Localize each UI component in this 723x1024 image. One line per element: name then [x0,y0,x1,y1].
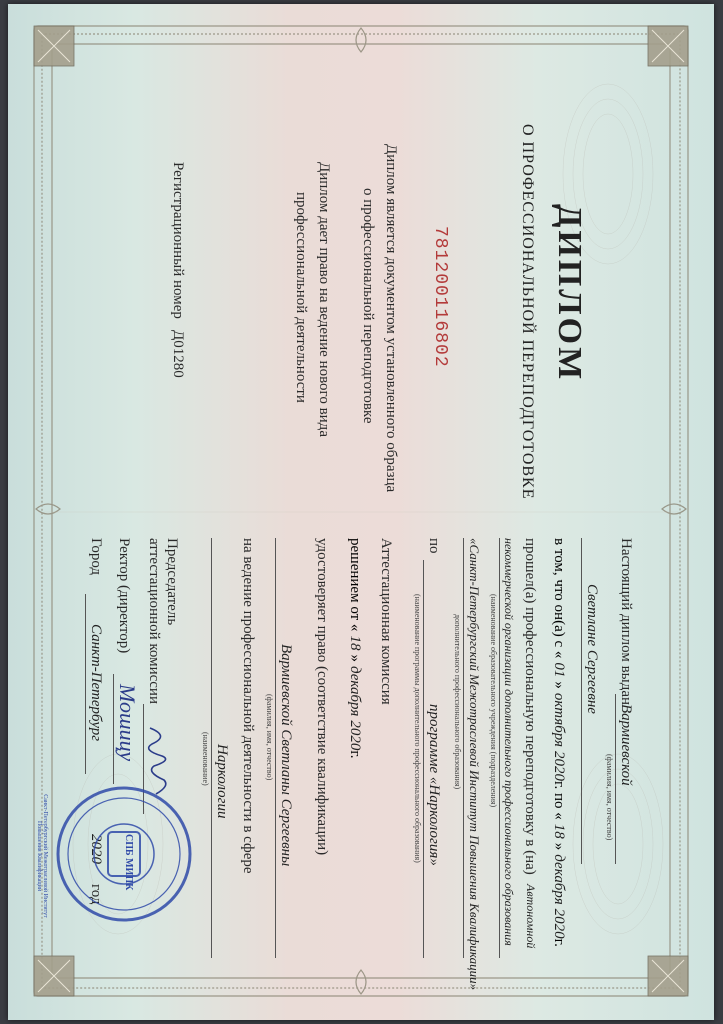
month-to: декабря [551,854,567,905]
year-to: 2020 [551,908,567,939]
issued-label: Настоящий диплом выдан [618,538,634,706]
caption-fio-2: (фамилия, имя, отчество) [265,694,274,781]
rights-line-1: Диплом дает право на ведение нового вида [316,162,332,437]
serial-number: 781200116802 [430,226,450,368]
city-value: Санкт-Петербург [88,624,104,742]
registration-number: Д01280 [170,330,186,378]
decision-month: декабря [347,665,363,717]
study-period [550,538,568,947]
caption-sphere: (наименование) [201,732,210,786]
seal-text: Санкт-Петербургский Межотраслевой Институт Повышения Квалификации [36,794,48,918]
org-underline-1 [499,538,500,958]
po-label: по [426,538,442,554]
org-line-2: некоммерческой организации дополнительного профессионального образования [502,538,516,946]
org-underline-2 [463,538,464,958]
statement-line-2: о профессиональной переподготовке [360,188,376,424]
city-underline [85,594,86,774]
chair-label-1: Председатель [164,538,180,626]
year-value: 2020 [88,834,104,864]
chair-label-2: аттестационной комиссии [146,538,162,704]
decision-day: 18 [347,635,363,651]
decision-prefix: решением от « [347,538,363,632]
diploma-title: ДИПЛОМ [551,204,588,383]
holder-full-name: Вармиевской Светланы Сергеевны [278,644,294,867]
activity-label: на ведение профессиональной деятельности в сфере [240,538,256,874]
org-line-1: Автономной [524,884,538,949]
caption-org-2: дополнительного профессионального образования) [453,614,462,790]
org-line-3: «Санкт-Петербургский Межотраслевой Институт Повышения Квалификации» [467,538,482,991]
period-mid-2: г. по « [551,781,567,820]
holder-surname: Вармиевской [618,704,634,786]
diploma-sheet [8,4,714,1020]
passed-label: прошел(а) профессиональную переподготовку в (на) [522,538,538,875]
period-prefix: в том, что он(а) с « [551,538,567,659]
period-mid-1: » [551,681,567,689]
name-underline [581,538,582,864]
rector-signature: Мошицу [115,684,140,762]
day-to: 18 [551,823,567,839]
holder-underline [275,538,276,958]
city-label: Город [88,538,104,576]
rector-label: Ректор (директор) [116,538,132,654]
caption-org-1: (наименование образовательного учреждения (подразделения) [489,594,498,808]
commission-label: Аттестационная комиссия [378,538,394,705]
statement-line-1: Диплом является документом установленного образца [383,144,399,493]
year-label: год [88,884,104,905]
decision-date [346,538,364,759]
program-underline [423,560,424,958]
rights-line-2: профессиональной деятельности [293,192,309,403]
registration-label: Регистрационный номер [170,162,186,319]
holder-name-patronymic: Светлане Сергеевне [584,584,600,714]
year-from: 2020 [551,751,567,782]
decision-suffix: г. [347,750,363,759]
day-from: 01 [551,662,567,678]
decision-year: 2020 [347,720,363,751]
sphere-underline [211,538,212,958]
program-name: программе «Наркология» [426,704,442,866]
month-from: октября [551,692,567,748]
caption-program: (наименование программы дополнительного профессионального образования) [413,594,422,863]
rotated-content [8,4,714,1020]
certifies-label: удостоверяет право (соответствие квалификации) [314,538,330,856]
activity-sphere: Наркологии [214,744,230,819]
period-suffix: г. [551,938,567,947]
diploma-subtitle: О ПРОФЕССИОНАЛЬНОЙ ПЕРЕПОДГОТОВКЕ [519,124,536,500]
surname-underline [615,694,616,864]
seal-logo: СПБ МИПК [123,834,134,891]
decision-mid: » [347,654,363,662]
period-mid-3: » [551,842,567,851]
caption-fio: (фамилия, имя, отчество) [605,754,614,841]
